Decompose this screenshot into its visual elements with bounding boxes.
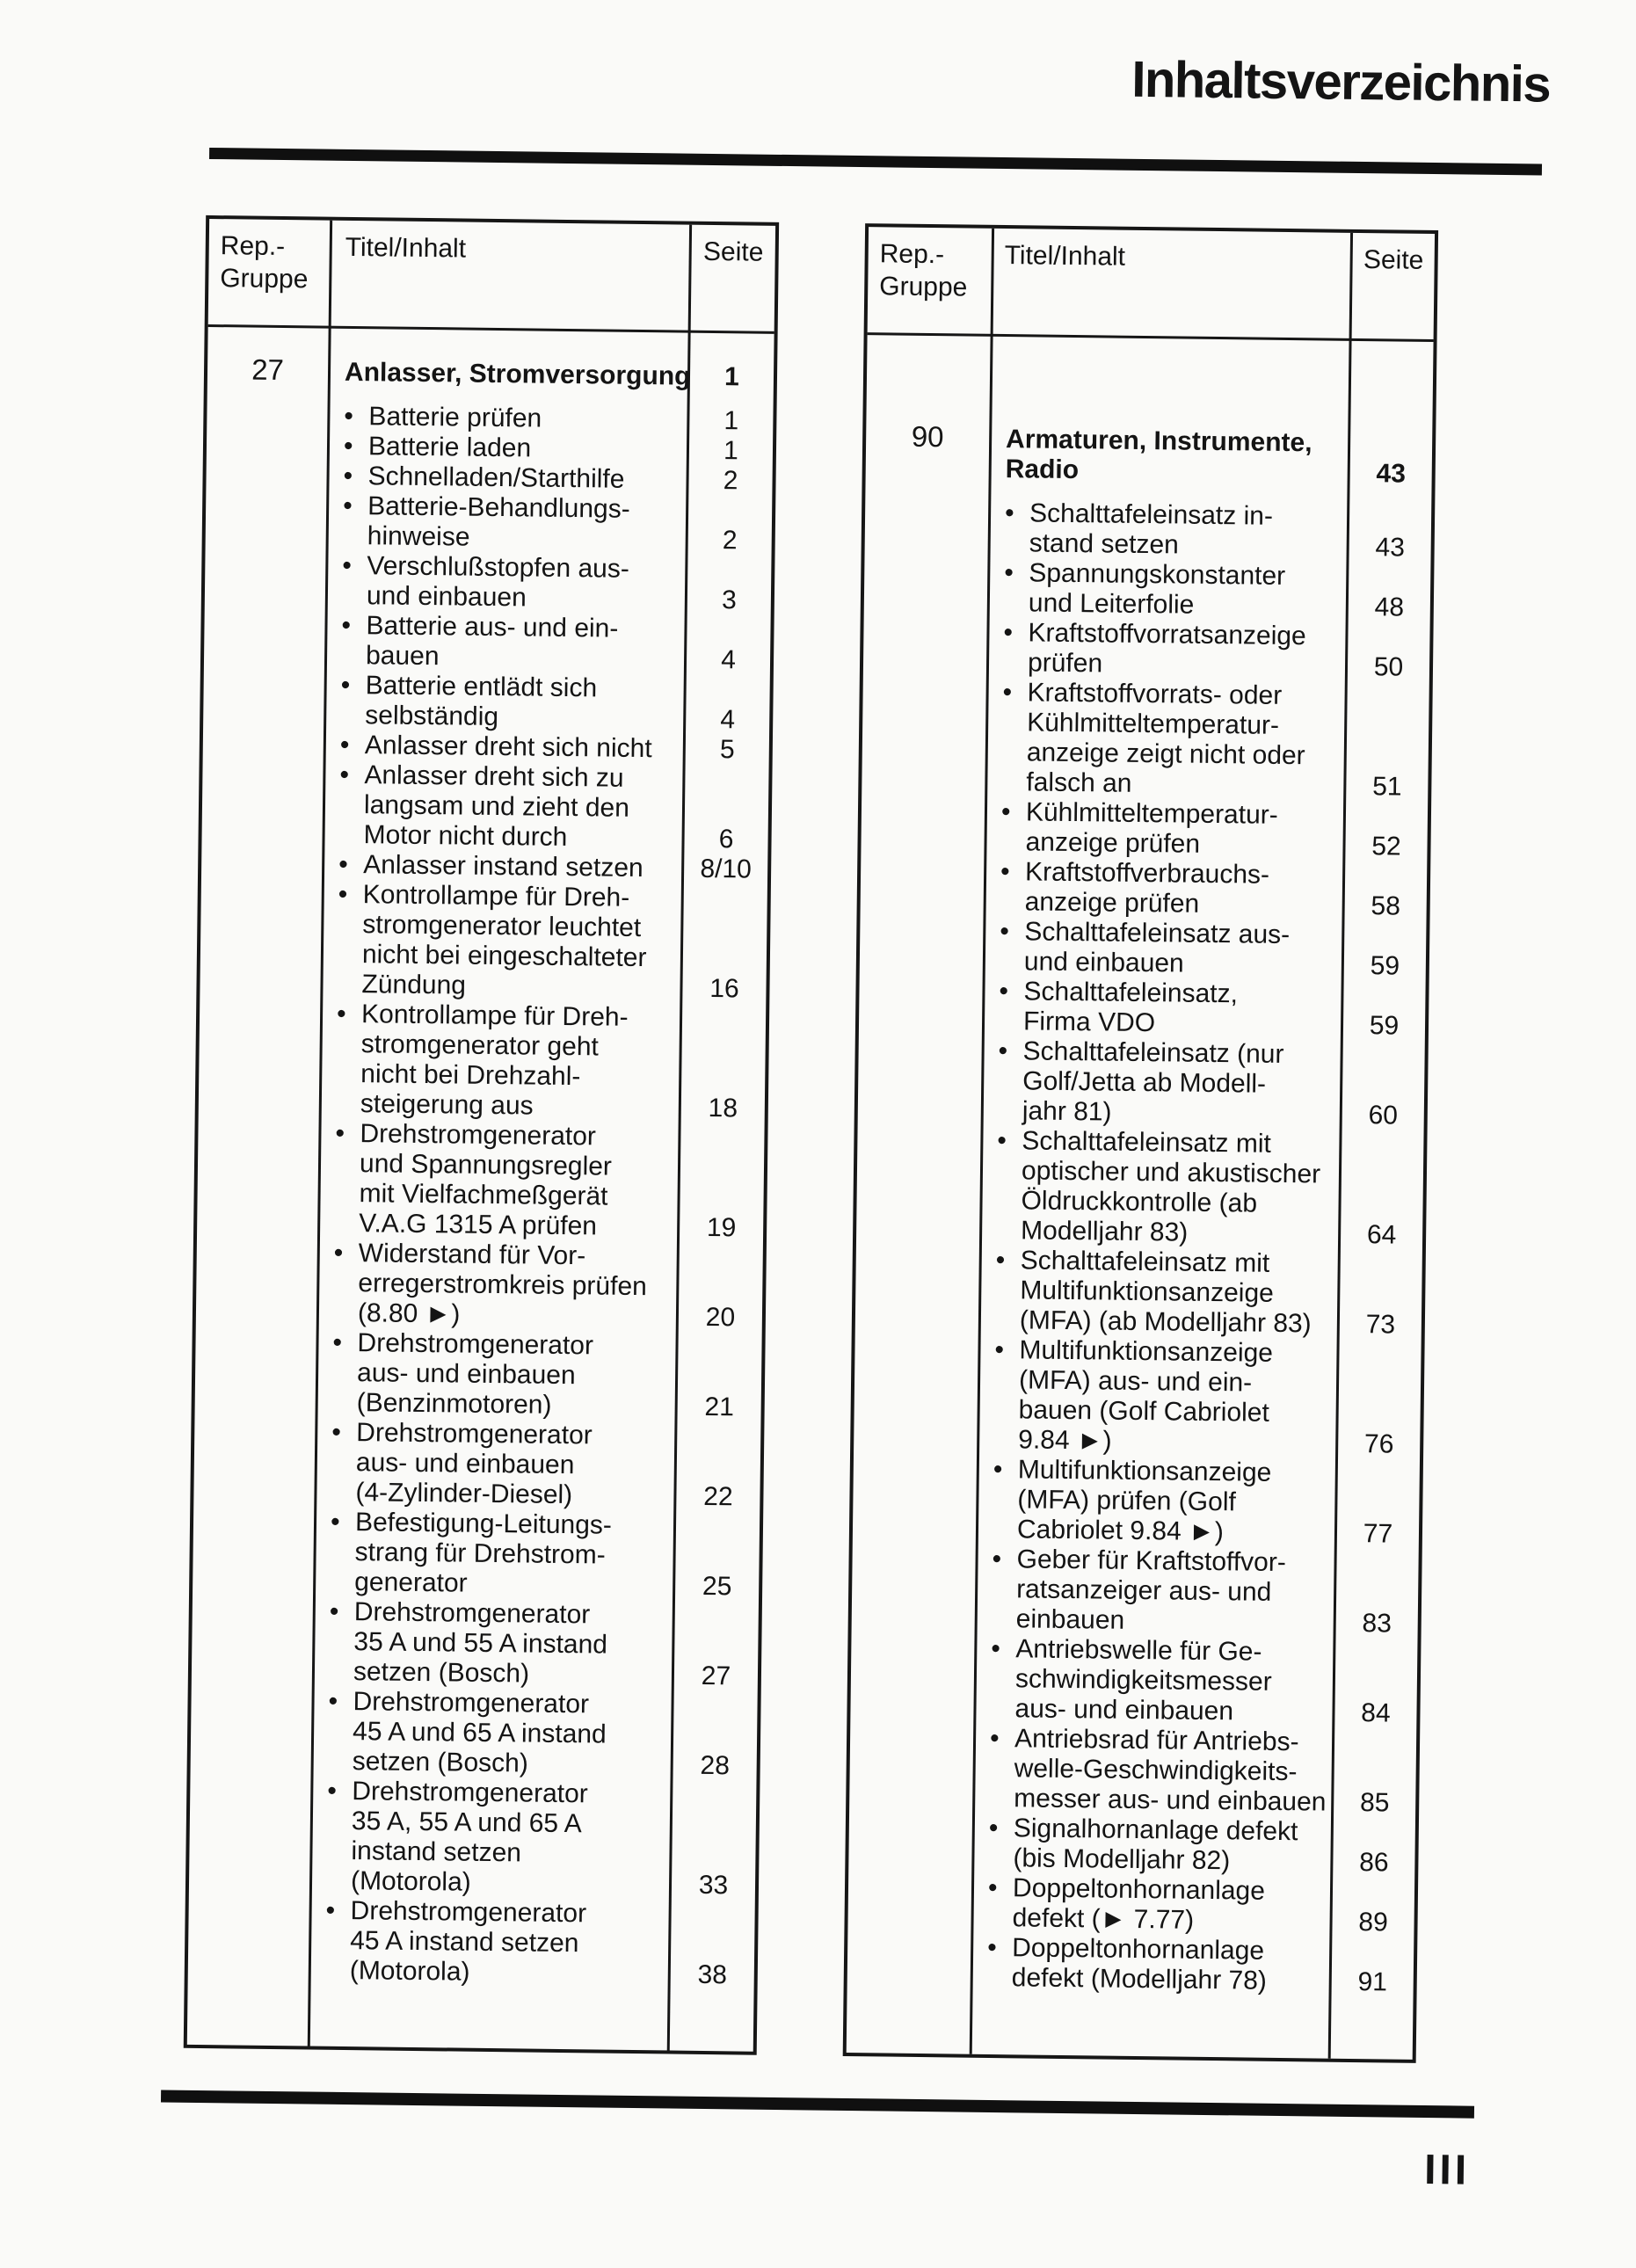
entry-line: • Drehstromgenerator [325, 1895, 587, 1929]
toc-entry [316, 1508, 760, 1603]
entry-page-number: 22 [703, 1481, 733, 1512]
bullet-icon: • [335, 1118, 345, 1148]
entry-title [990, 558, 1349, 622]
entry-line: (Motorola) [350, 1866, 471, 1897]
entry-line: • Batterie-Behandlungs- [342, 491, 630, 524]
entry-line: (MFA) aus- und ein- [1018, 1365, 1253, 1398]
bullet-icon: • [343, 461, 353, 491]
entry-line: schwindigkeitsmesser [1014, 1664, 1272, 1697]
entry-line: setzen (Bosch) [353, 1657, 530, 1689]
entry-title [978, 1455, 1338, 1549]
toc-entry [989, 618, 1430, 683]
entry-line: (Motorola) [349, 1956, 470, 1987]
bullet-icon: • [989, 1723, 1000, 1754]
entry-line: anzeige prüfen [1024, 887, 1200, 919]
entry-line: falsch an [1026, 767, 1132, 798]
entry-line: mit Vielfachmeßgerät [359, 1179, 608, 1211]
column-header-titel-inhalt: Titel/Inhalt [345, 232, 467, 264]
bullet-icon: • [342, 550, 353, 580]
entry-line: Multifunktionsanzeige [1020, 1276, 1275, 1308]
entry-line: • Schalttafeleinsatz mit [995, 1246, 1270, 1278]
toc-entry [326, 671, 770, 736]
entry-line: anzeige prüfen [1025, 827, 1201, 859]
repair-group-number: 90 [911, 419, 944, 454]
bullet-icon: • [339, 760, 350, 789]
entry-line: • Anlasser instand setzen [338, 849, 643, 883]
entry-line: 45 A und 65 A instand [352, 1717, 607, 1749]
entry-page-number: 59 [1370, 951, 1400, 981]
bullet-icon: • [991, 1633, 1001, 1664]
entry-page-number: 84 [1361, 1698, 1391, 1728]
entry-title [314, 1687, 674, 1781]
entry-line: jahr 81) [1022, 1096, 1112, 1127]
entry-title [975, 1724, 1334, 1818]
entry-line: Radio [1005, 454, 1080, 485]
entry-page-number: 18 [708, 1093, 738, 1123]
entry-line: stand setzen [1029, 528, 1180, 560]
entry-page-number: 1 [723, 436, 739, 466]
entry-title [973, 1933, 1333, 1997]
entry-page-number: 76 [1363, 1429, 1394, 1459]
entry-line: bauen (Golf Cabriolet [1018, 1395, 1270, 1428]
entry-line: bauen [365, 641, 440, 672]
entry-title [326, 671, 687, 735]
entry-title [316, 1508, 676, 1602]
entry-line: • Schalttafeleinsatz aus- [1000, 917, 1291, 950]
entry-page-number: 20 [705, 1302, 736, 1333]
bullet-icon: • [343, 431, 353, 461]
entry-title [982, 1126, 1342, 1250]
entry-line: • Kraftstoffverbrauchs- [1000, 857, 1270, 890]
entry-title [981, 1246, 1341, 1340]
entry-title [323, 880, 684, 1004]
entry-title [973, 1873, 1333, 1937]
entry-line: • Drehstromgenerator [332, 1327, 594, 1361]
entry-title [316, 1418, 677, 1512]
entry-line: • Drehstromgenerator [328, 1686, 590, 1719]
entry-title [331, 358, 690, 392]
bullet-icon: • [331, 1417, 342, 1447]
entry-page-number: 4 [721, 645, 737, 675]
entry-title [322, 1000, 683, 1123]
entry-line: • Kontrollampe für Dreh- [338, 879, 630, 912]
entry-page-number: 6 [718, 825, 734, 854]
toc-entry [978, 1455, 1420, 1550]
entry-line: • Befestigung-Leitungs- [330, 1507, 613, 1540]
toc-entry [324, 760, 768, 855]
entry-title [319, 1239, 680, 1333]
bullet-icon: • [327, 1776, 338, 1806]
entry-title [327, 611, 687, 675]
entry-line: • Anlasser dreht sich zu [339, 760, 624, 793]
entry-line: • Schalttafeleinsatz (nur [998, 1036, 1284, 1069]
bullet-icon: • [987, 1872, 998, 1903]
entry-page-number: 27 [701, 1661, 731, 1691]
entry-page-number: 19 [706, 1212, 737, 1243]
entry-line: • Kühlmitteltemperatur- [1000, 797, 1278, 830]
entry-page-number: 1 [723, 362, 740, 392]
entry-line: erregerstromkreis prüfen [358, 1268, 648, 1302]
bullet-icon: • [993, 1454, 1003, 1485]
entry-title [324, 760, 685, 854]
toc-entry [978, 1545, 1419, 1639]
bullet-icon: • [986, 1932, 997, 1963]
toc-entry [985, 977, 1426, 1042]
toc-table-left [184, 215, 779, 2055]
entry-page-number: 21 [704, 1392, 735, 1422]
entry-line: • Doppeltonhornanlage [987, 1872, 1266, 1906]
entry-page-number: 91 [1357, 1967, 1388, 1997]
entry-line: anzeige zeigt nicht oder [1026, 738, 1305, 771]
entry-title [979, 1335, 1340, 1459]
entry-page-number: 2 [723, 466, 738, 496]
entry-line: stromgenerator leuchtet [362, 910, 642, 943]
page-title: Inhaltsverzeichnis [1131, 50, 1551, 113]
toc-entry [985, 917, 1427, 982]
bullet-icon: • [998, 1036, 1008, 1066]
entry-title [984, 1036, 1343, 1130]
entry-title [976, 1634, 1335, 1728]
bullet-icon: • [341, 610, 352, 640]
entry-line: • Schalttafeleinsatz in- [1004, 498, 1274, 531]
entry-line: (bis Modelljahr 82) [1013, 1843, 1231, 1876]
entry-line: Motor nicht durch [363, 820, 568, 853]
entry-line: • Schalttafeleinsatz mit [997, 1126, 1272, 1159]
entry-line: selbständig [365, 701, 499, 732]
toc-entry [331, 358, 774, 393]
entry-page-number: 5 [719, 735, 735, 765]
entry-title [315, 1597, 675, 1691]
bullet-icon: • [342, 491, 353, 520]
toc-entry [312, 1777, 757, 1901]
entry-line: Golf/Jetta ab Modell- [1022, 1066, 1267, 1099]
entry-title [312, 1777, 673, 1901]
entry-page-number: 89 [1358, 1908, 1388, 1937]
toc-entry [976, 1634, 1417, 1729]
entry-line: und einbauen [1023, 947, 1184, 978]
entry-line: • Batterie entlädt sich [340, 670, 598, 703]
entry-page-number: 25 [702, 1571, 732, 1602]
entry-line: (MFA) (ab Modelljahr 83) [1019, 1305, 1312, 1339]
toc-table-right [843, 223, 1438, 2063]
entry-title [987, 678, 1348, 802]
entry-page-number: 43 [1376, 459, 1407, 489]
toc-entries-left [311, 358, 774, 1991]
entry-line: strang für Drehstrom- [354, 1537, 606, 1570]
toc-entry [328, 551, 772, 616]
bullet-icon: • [340, 670, 351, 700]
entry-line: instand setzen [351, 1836, 522, 1868]
entry-page-number: 60 [1368, 1101, 1399, 1130]
entry-title [330, 402, 689, 436]
entry-line: • Schalttafeleinsatz, [999, 977, 1239, 1009]
entry-line: Armaturen, Instrumente, [1005, 425, 1312, 458]
entry-line: Modelljahr 83) [1020, 1216, 1189, 1247]
toc-entry [314, 1687, 758, 1782]
bullet-icon: • [1000, 857, 1010, 887]
entry-title [985, 917, 1345, 981]
entry-title [986, 857, 1346, 921]
page-number-roman: III [1423, 2147, 1471, 2194]
bullet-icon: • [338, 849, 348, 879]
entry-line: • Drehstromgenerator [327, 1776, 588, 1809]
toc-entry [973, 1873, 1414, 1938]
entry-line: (8.80 ►) [357, 1298, 461, 1329]
bullet-icon: • [992, 1544, 1002, 1574]
entry-line: messer aus- und einbauen [1014, 1784, 1327, 1817]
entry-title [329, 491, 689, 556]
toc-entry [973, 1933, 1414, 1998]
column-header-rep-gruppe: Rep.-Gruppe [879, 239, 968, 302]
entry-line: defekt (► 7.77) [1012, 1903, 1195, 1935]
entry-page-number: 4 [720, 705, 736, 735]
toc-entry [329, 491, 773, 556]
column-header-rep-gruppe: Rep.-Gruppe [220, 231, 309, 294]
entry-line: aus- und einbauen [1014, 1694, 1234, 1726]
entry-title [326, 731, 686, 765]
entry-line: • Drehstromgenerator [329, 1596, 591, 1630]
entry-page-number: 73 [1365, 1310, 1396, 1340]
entry-line: und einbauen [366, 581, 527, 613]
entry-title [320, 1119, 681, 1243]
toc-entry [991, 498, 1432, 563]
entry-line: nicht bei Drehzahl- [360, 1059, 581, 1092]
entry-page-number: 58 [1371, 891, 1401, 921]
entry-line: einbauen [1015, 1604, 1125, 1635]
entry-line: • Signalhornanlage defekt [988, 1813, 1298, 1847]
entry-line: • Batterie prüfen [344, 401, 542, 433]
entry-line: • Verschlußstopfen aus- [342, 550, 630, 584]
bullet-icon: • [330, 1507, 340, 1537]
entry-title [985, 977, 1344, 1041]
bullet-icon: • [328, 1686, 338, 1716]
column-header-titel-inhalt: Titel/Inhalt [1004, 241, 1126, 272]
bullet-icon: • [333, 1238, 344, 1268]
entry-line: 45 A instand setzen [350, 1926, 579, 1959]
entry-page-number: 43 [1375, 533, 1406, 563]
bullet-icon: • [1004, 558, 1014, 588]
entry-title [991, 498, 1350, 563]
toc-entry [316, 1418, 760, 1513]
entry-line: aus- und einbauen [355, 1448, 575, 1480]
toc-entry [311, 1896, 755, 1991]
entry-title [328, 551, 688, 615]
column-header-seite: Seite [702, 236, 764, 267]
toc-entry [984, 1036, 1425, 1131]
entry-line: Öldruckkontrolle (ab [1021, 1186, 1258, 1218]
bullet-icon: • [997, 1126, 1007, 1156]
entry-line: nicht bei eingeschalteter [361, 940, 647, 973]
entry-line: • Kraftstoffvorratsanzeige [1003, 618, 1306, 651]
title-rule [209, 148, 1542, 176]
entry-page-number: 59 [1369, 1011, 1400, 1041]
entry-line: • Batterie laden [343, 431, 532, 463]
bullet-icon: • [339, 730, 350, 760]
entry-page-number: 64 [1366, 1220, 1397, 1250]
entry-page-number: 1 [723, 406, 739, 436]
entry-line: • Kontrollampe für Dreh- [336, 999, 629, 1032]
entry-title [992, 425, 1351, 489]
toc-entry [975, 1724, 1416, 1819]
entry-page-number: 85 [1359, 1788, 1390, 1818]
entry-line: (Benzinmotoren) [356, 1388, 552, 1420]
bullet-icon: • [1004, 498, 1014, 528]
toc-entry [320, 1119, 765, 1244]
entry-line: generator [354, 1567, 468, 1598]
entry-title [311, 1896, 672, 1990]
toc-entry [982, 1126, 1424, 1251]
entry-line: Zündung [361, 970, 467, 1000]
bullet-icon: • [1000, 917, 1010, 947]
entry-page-number: 16 [709, 974, 739, 1004]
entry-line: welle-Geschwindigkeits- [1014, 1754, 1298, 1787]
bullet-icon: • [325, 1895, 336, 1925]
entry-title [978, 1545, 1337, 1639]
entry-line: • Antriebsrad für Antriebs- [989, 1723, 1299, 1757]
toc-entry [323, 880, 767, 1005]
bullet-icon: • [332, 1327, 343, 1357]
entry-line: • Drehstromgenerator [335, 1118, 597, 1152]
bullet-icon: • [999, 977, 1009, 1007]
entry-page-number: 8/10 [700, 854, 753, 884]
entry-line: 35 A, 55 A und 65 A [351, 1806, 583, 1839]
bullet-icon: • [336, 999, 346, 1029]
bullet-icon: • [1003, 618, 1014, 648]
entry-page-number: 28 [700, 1750, 731, 1781]
entry-title [329, 462, 688, 496]
entry-title [986, 797, 1346, 861]
bullet-icon: • [988, 1813, 999, 1843]
toc-entry [990, 558, 1431, 623]
toc-entry [327, 611, 771, 676]
entry-line: ratsanzeiger aus- und [1015, 1574, 1272, 1607]
entry-line: Kühlmitteltemperatur- [1027, 708, 1280, 740]
toc-entry [979, 1335, 1422, 1460]
entry-page-number: 83 [1362, 1609, 1392, 1639]
entry-line: 35 A und 55 A instand [353, 1627, 608, 1660]
entry-page-number: 50 [1373, 652, 1404, 682]
entry-line: stromgenerator geht [360, 1029, 600, 1062]
entry-line: • Drehstromgenerator [331, 1417, 593, 1450]
entry-line: optischer und akustischer [1021, 1156, 1321, 1189]
toc-entries-right [973, 425, 1433, 1998]
entry-title [989, 618, 1349, 682]
footer-rule [161, 2090, 1474, 2118]
entry-line: • Spannungskonstanter [1004, 558, 1286, 591]
bullet-icon: • [338, 879, 348, 909]
column-header-seite: Seite [1363, 245, 1424, 275]
entry-page-number: 38 [697, 1959, 728, 1990]
entry-page-number: 86 [1359, 1848, 1389, 1878]
entry-line: • Geber für Kraftstoffvor- [992, 1544, 1287, 1578]
entry-page-number: 48 [1374, 592, 1405, 622]
entry-line: • Kraftstoffvorrats- oder [1002, 678, 1283, 710]
entry-line: und Spannungsregler [359, 1149, 613, 1181]
entry-line: • Anlasser dreht sich nicht [339, 730, 652, 764]
toc-entry [322, 1000, 767, 1124]
toc-entry [992, 425, 1433, 490]
toc-entry [986, 797, 1428, 862]
bullet-icon: • [1000, 797, 1011, 827]
entry-line: • Multifunktionsanzeige [994, 1334, 1274, 1368]
entry-page-number: 77 [1363, 1519, 1393, 1549]
entry-page-number: 33 [698, 1870, 729, 1901]
entry-line: steigerung aus [360, 1089, 534, 1121]
entry-line: • Schnelladen/Starthilfe [343, 461, 625, 494]
entry-page-number: 3 [721, 585, 737, 615]
entry-title [324, 850, 684, 884]
entry-line: • Batterie aus- und ein- [341, 610, 619, 643]
bullet-icon: • [329, 1596, 339, 1626]
toc-entry [986, 857, 1428, 922]
entry-line: V.A.G 1315 A prüfen [359, 1209, 598, 1241]
entry-page-number: 2 [722, 526, 738, 556]
entry-line: defekt (Modelljahr 78) [1011, 1963, 1268, 1995]
entry-line: Cabriolet 9.84 ►) [1016, 1515, 1225, 1547]
entry-line: 9.84 ►) [1018, 1425, 1112, 1456]
entry-title [318, 1328, 679, 1422]
entry-title [974, 1814, 1334, 1878]
entry-line: (4-Zylinder-Diesel) [355, 1478, 573, 1510]
entry-line: Firma VDO [1022, 1007, 1156, 1038]
entry-line: prüfen [1027, 648, 1103, 679]
entry-title [330, 432, 689, 466]
entry-line: hinweise [367, 521, 470, 552]
entry-line: Anlasser, Stromversorgung [344, 357, 691, 391]
entry-line: • Widerstand für Vor- [333, 1238, 586, 1271]
entry-line: • Antriebswelle für Ge- [991, 1633, 1262, 1667]
entry-page-number: 52 [1371, 832, 1401, 861]
entry-line: und Leiterfolie [1028, 588, 1195, 620]
toc-entry [319, 1239, 763, 1334]
toc-entry [987, 678, 1429, 803]
toc-entry [315, 1597, 759, 1692]
bullet-icon: • [344, 401, 354, 431]
toc-entry [318, 1328, 762, 1423]
bullet-icon: • [995, 1246, 1006, 1276]
entry-line: • Multifunktionsanzeige [993, 1454, 1272, 1487]
entry-line: • Doppeltonhornanlage [986, 1932, 1265, 1966]
repair-group-number: 27 [251, 353, 285, 387]
entry-line: aus- und einbauen [356, 1358, 576, 1391]
bullet-icon: • [994, 1334, 1005, 1365]
entry-line: langsam und zieht den [363, 790, 630, 823]
entry-line: (MFA) prüfen (Golf [1017, 1485, 1237, 1517]
toc-entry [974, 1814, 1415, 1879]
entry-page-number: 51 [1371, 772, 1402, 802]
toc-entry [981, 1246, 1422, 1341]
bullet-icon: • [1002, 678, 1013, 708]
entry-line: setzen (Bosch) [352, 1747, 529, 1778]
